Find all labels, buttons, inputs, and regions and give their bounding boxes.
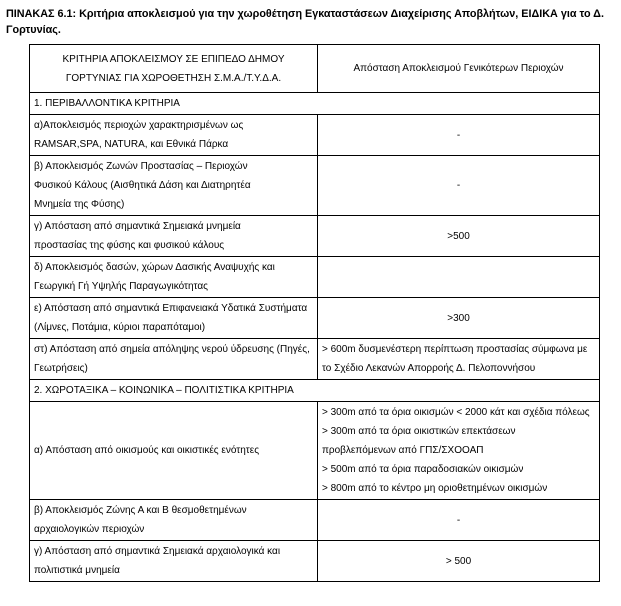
criterion-line: αρχαιολογικών περιοχών [34, 524, 145, 535]
distance-cell [318, 115, 600, 156]
table-row [30, 115, 600, 156]
criterion-line: προστασίας της φύσης και φυσικού κάλους [34, 240, 225, 251]
criterion-line: πολιτιστικά μνημεία [34, 565, 120, 576]
header-distance: Απόσταση Αποκλεισμού Γενικότερων Περιοχών [318, 45, 600, 93]
criterion-line: RAMSAR,SPA, NATURA, και Εθνικά Πάρκα [34, 139, 229, 150]
distance-line: >500 [447, 230, 470, 242]
criterion-cell [30, 257, 318, 298]
criterion-line: Γεωργική Γή Υψηλής Παραγωγικότητας [34, 281, 208, 292]
distance-line: > 300m από τα όρια οικισμών < 2000 κάτ και σχέδια πόλεως [322, 407, 590, 418]
criterion-cell [30, 298, 318, 339]
distance-cell [318, 156, 600, 216]
table-row [30, 298, 600, 339]
criterion-cell [30, 541, 318, 582]
criterion-line: δ) Αποκλεισμός δασών, χώρων Δασικής Αναψυχής και [34, 262, 275, 273]
criteria-table [29, 44, 600, 582]
criterion-cell [30, 115, 318, 156]
distance-cell [318, 339, 600, 380]
distance-line: > 500 [445, 555, 472, 567]
criterion-line: γ) Απόσταση από σημαντικά Σημειακά μνημεία [34, 221, 241, 232]
distance-cell [318, 298, 600, 339]
header-criteria-line2: ΓΟΡΤΥΝΙΑΣ ΓΙΑ ΧΩΡΟΘΕΤΗΣΗ Σ.Μ.Α./Τ.Υ.Δ.Α. [65, 72, 282, 84]
table-caption: ΠΙΝΑΚΑΣ 6.1: Κριτήρια αποκλεισμού για την χωροθέτηση Εγκαταστάσεων Διαχείρισης Αποβλήτων, ΕΙΔΙΚΑ για το Δ. Γορτυνίας. [6, 8, 604, 36]
criterion-line: ε) Απόσταση από σημαντικά Επιφανειακά Υδατικά Συστήματα [34, 303, 308, 314]
criterion-line: α)Αποκλεισμός περιοχών χαρακτηρισμένων ως [34, 120, 244, 131]
criterion-line: β) Αποκλεισμός Ζώνης Α και Β θεσμοθετημένων [34, 505, 247, 516]
table-row [30, 402, 600, 500]
table-row [30, 339, 600, 380]
header-criteria [30, 45, 318, 93]
header-criteria-line1: ΚΡΙΤΗΡΙΑ ΑΠΟΚΛΕΙΣΜΟΥ ΣΕ ΕΠΙΠΕΔΟ ΔΗΜΟΥ [62, 53, 285, 65]
table-row [30, 257, 600, 298]
section-row-spatial [30, 380, 600, 402]
distance-line: > 800m από το κέντρο μη οριοθετημένων οικισμών [322, 483, 548, 494]
table-row [30, 156, 600, 216]
criterion-cell [30, 339, 318, 380]
distance-cell [318, 402, 600, 500]
distance-line: το Σχέδιο Λεκανών Απορροής Δ. Πελοποννήσου [322, 363, 536, 374]
section-row-environmental [30, 93, 600, 115]
criterion-cell [30, 402, 318, 500]
criterion-line: β) Αποκλεισμός Ζωνών Προστασίας – Περιοχών [34, 161, 248, 172]
distance-cell [318, 500, 600, 541]
criterion-cell [30, 500, 318, 541]
distance-cell [318, 541, 600, 582]
distance-cell [318, 216, 600, 257]
table-header-row [30, 45, 600, 93]
distance-line: - [456, 514, 461, 526]
distance-line: > 600m δυσμενέστερη περίπτωση προστασίας σύμφωνα με [322, 344, 588, 355]
criterion-cell [30, 156, 318, 216]
criterion-line: Γεωτρήσεις) [34, 363, 88, 374]
criterion-line: (Λίμνες, Ποτάμια, κύριοι παραπόταμοι) [34, 322, 206, 333]
criterion-line: Μνημεία της Φύσης) [34, 199, 125, 210]
table-row [30, 541, 600, 582]
distance-line: - [456, 129, 461, 141]
criterion-line: Φυσικού Κάλους (Αισθητικά Δάση και Διατηρητέα [34, 180, 251, 191]
distance-line [322, 268, 595, 287]
section-title-spatial: 2. ΧΩΡΟΤΑΞΙΚΑ – ΚΟΙΝΩΝΙΚΑ – ΠΟΛΙΤΙΣΤΙΚΑ ΚΡΙΤΗΡΙΑ [30, 380, 600, 402]
distance-cell [318, 257, 600, 298]
criterion-line: στ) Απόσταση από σημεία απόληψης νερού ύδρευσης (Πηγές, [34, 344, 310, 355]
distance-line: >300 [447, 312, 470, 324]
criterion-cell [30, 216, 318, 257]
section-title-environmental: 1. ΠΕΡΙΒΑΛΛΟΝΤΙΚΑ ΚΡΙΤΗΡΙΑ [30, 93, 600, 115]
distance-line: - [456, 180, 461, 191]
criterion-line: γ) Απόσταση από σημαντικά Σημειακά αρχαιολογικά και [34, 546, 281, 557]
distance-line: προβλεπόμενων από ΓΠΣ/ΣΧΟΟΑΠ [322, 445, 484, 456]
distance-line: > 500m από τα όρια παραδοσιακών οικισμών [322, 464, 524, 475]
table-row [30, 216, 600, 257]
distance-line: > 300m από τα όρια οικιστικών επεκτάσεων [322, 426, 516, 437]
criterion-line: α) Απόσταση από οικισμούς και οικιστικές ενότητες [34, 445, 260, 456]
table-row [30, 500, 600, 541]
